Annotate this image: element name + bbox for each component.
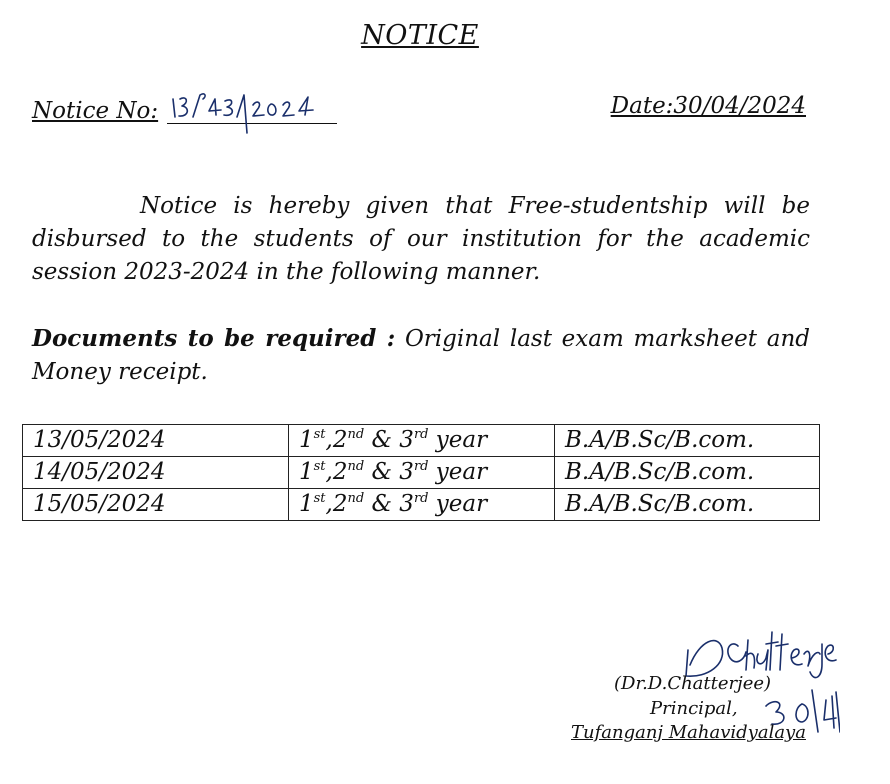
table-row [23, 425, 820, 457]
documents-label: Documents to be required : [32, 325, 396, 352]
signatory-name: (Dr.D.Chatterjee) [614, 673, 772, 694]
notice-number [32, 93, 337, 124]
notice-number-label: Notice No: [32, 98, 159, 124]
table-row [23, 457, 820, 489]
schedule-years: 1st,2nd & 3rd year [289, 489, 555, 521]
documents-required [32, 322, 810, 389]
schedule-courses: B.A/B.Sc/B.com. [555, 425, 820, 457]
schedule-date: 13/05/2024 [23, 425, 289, 457]
notice-paragraph [32, 190, 810, 289]
notice-title: NOTICE [361, 20, 479, 51]
table-row [23, 489, 820, 521]
schedule-years: 1st,2nd & 3rd year [289, 425, 555, 457]
handwritten-notice-number [167, 93, 337, 124]
documents-text: Original last exam marksheet and Money receipt. [32, 326, 810, 385]
signatory-institution: Tufanganj Mahavidyalaya [571, 722, 806, 743]
schedule-date: 14/05/2024 [23, 457, 289, 489]
schedule-table [22, 424, 820, 521]
handwritten-number-drawing [167, 87, 337, 127]
notice-paragraph-text: Notice is hereby given that Free-studentship will be disbursed to the students of our institution for the academic session 2023-2024 in the following manner. [32, 193, 810, 285]
signatory-role: Principal, [650, 698, 738, 719]
schedule-courses: B.A/B.Sc/B.com. [555, 457, 820, 489]
schedule-date: 15/05/2024 [23, 489, 289, 521]
notice-date: Date:30/04/2024 [610, 93, 806, 119]
schedule-courses: B.A/B.Sc/B.com. [555, 489, 820, 521]
schedule-years: 1st,2nd & 3rd year [289, 457, 555, 489]
